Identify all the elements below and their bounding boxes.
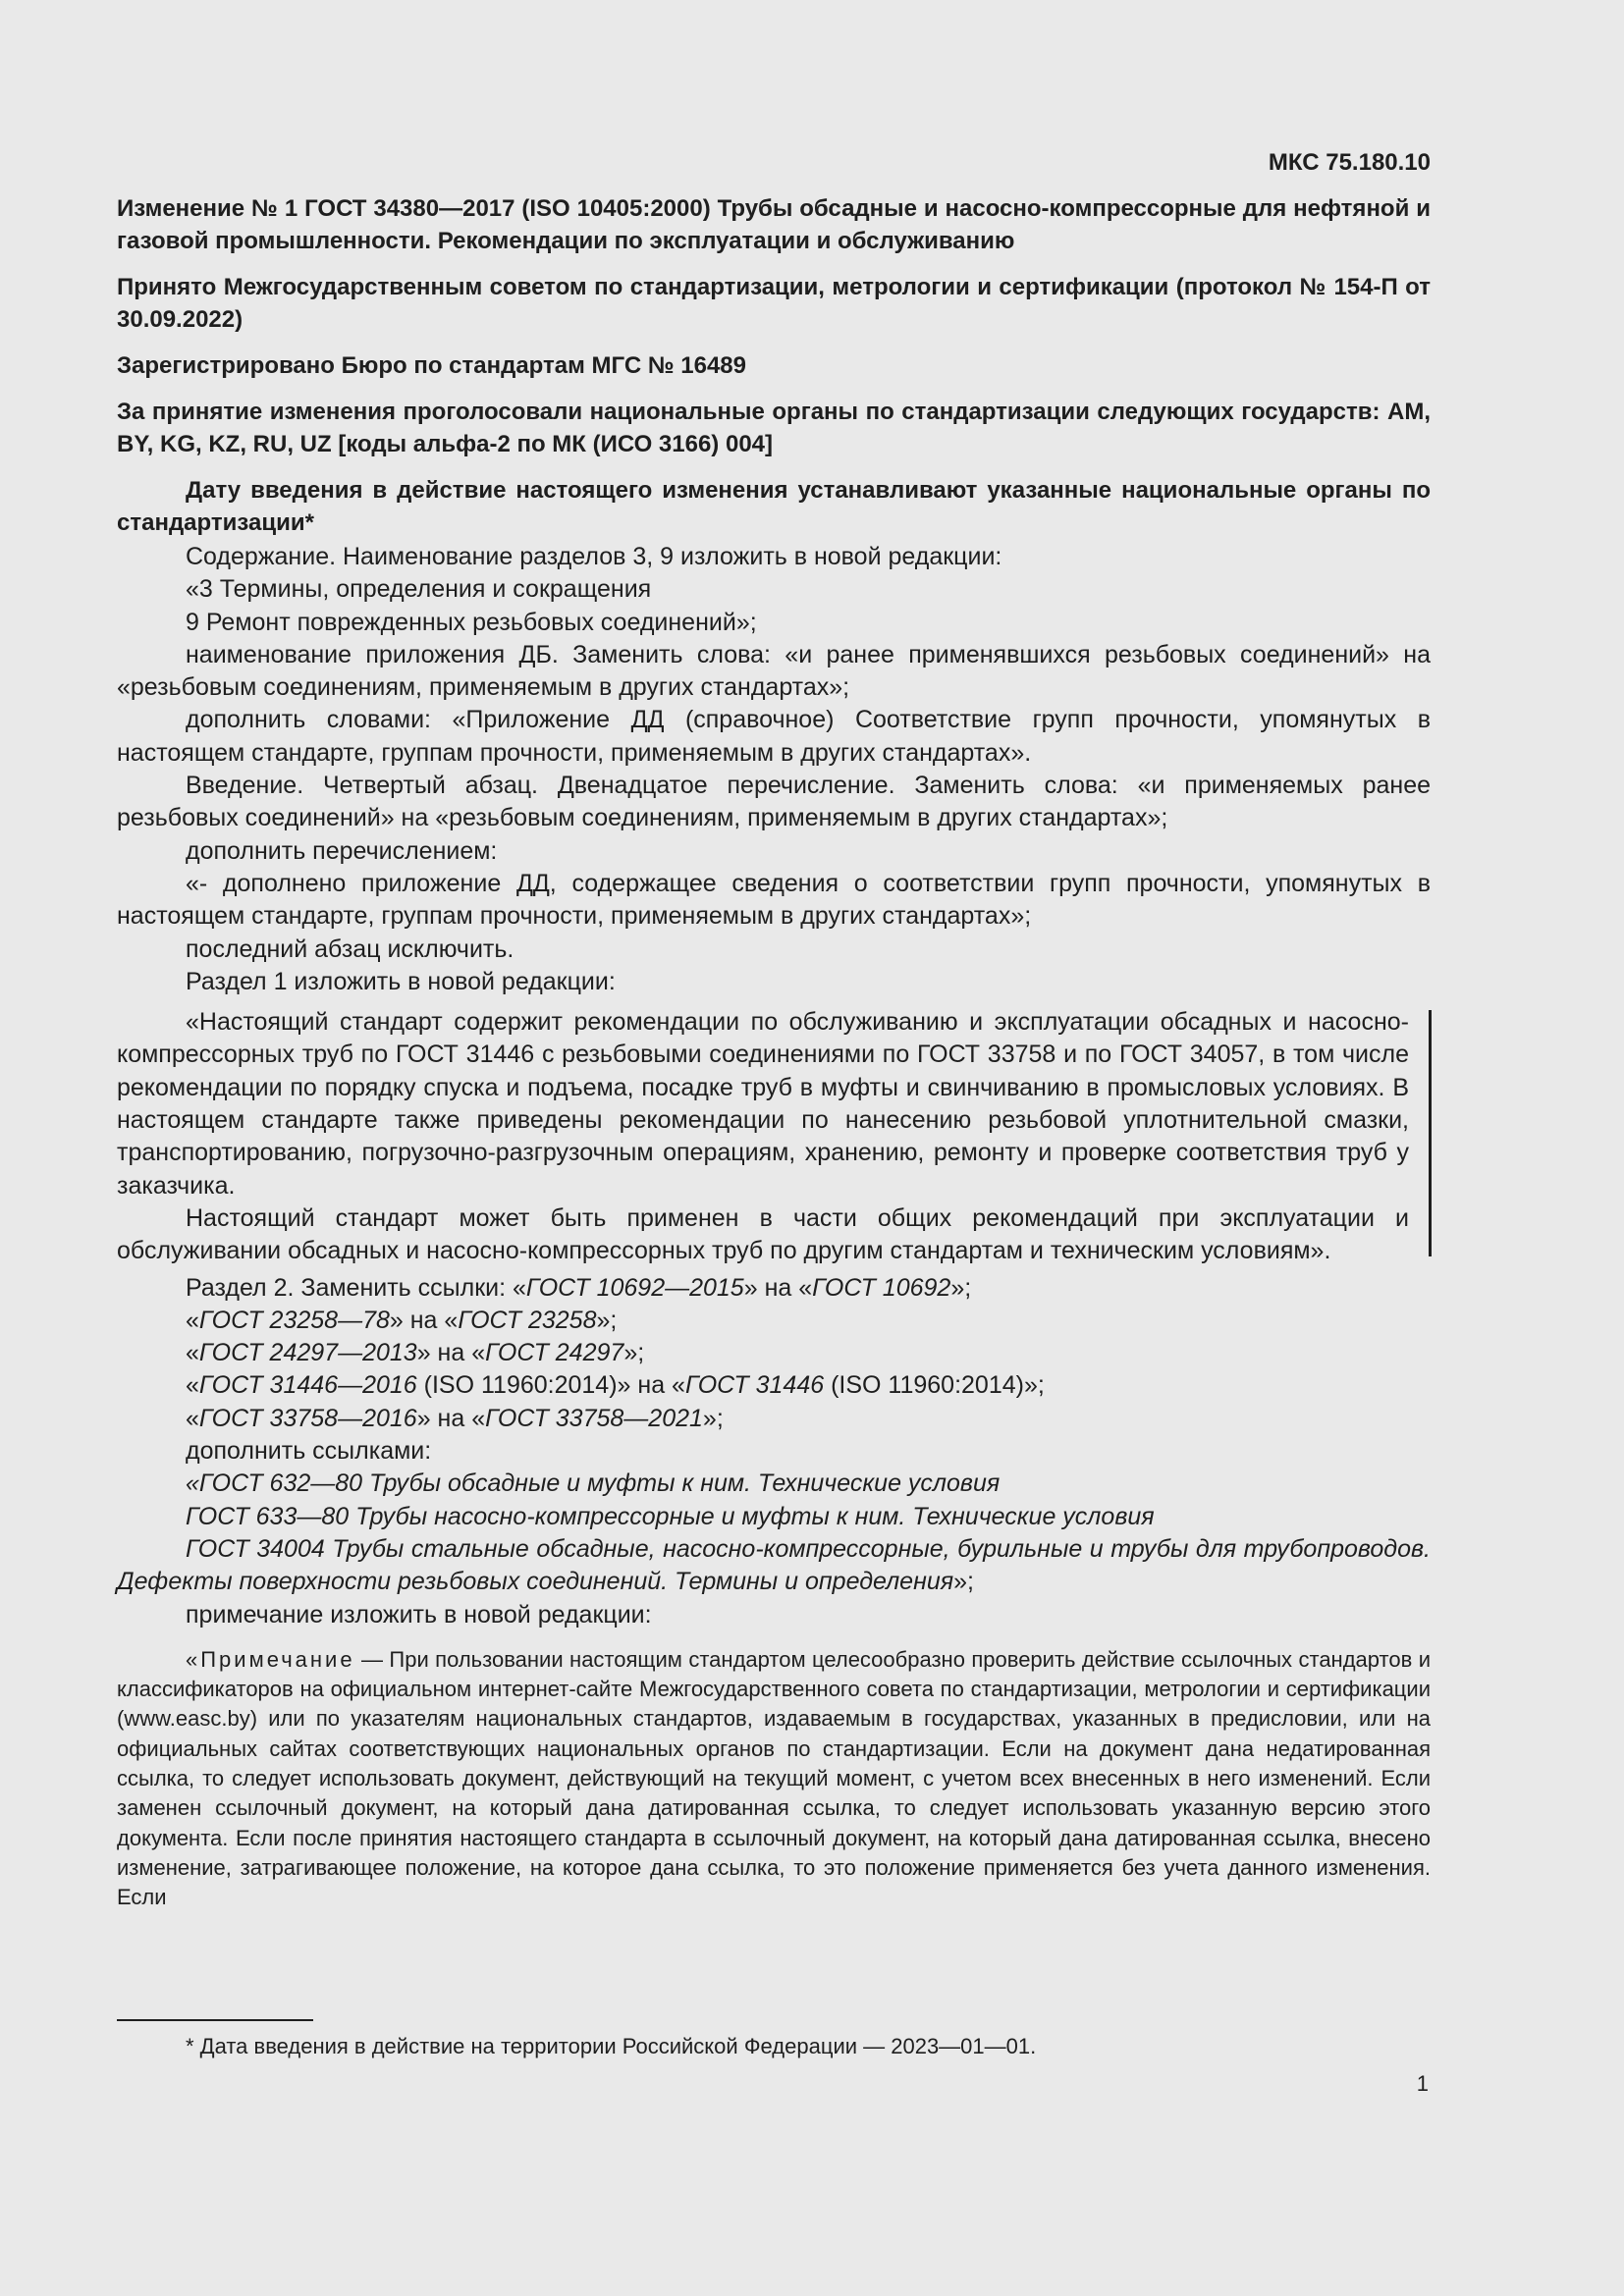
page-content — [117, 147, 1431, 1912]
amendment-title: Изменение № 1 ГОСТ 34380—2017 (ISO 10405:2000) Трубы обсадные и насосно-компрессорные для нефтяной и газовой промышленности. Рекомендации по эксплуатации и обслуживанию — [117, 195, 1431, 254]
paragraph: Введение. Четвертый абзац. Двенадцатое перечисление. Заменить слова: «и применяемых ранее резьбовых соединений» на «резьбовым соединениям, применяемым в других стандартах»; — [117, 772, 1431, 832]
paragraph: дополнить ссылками: — [186, 1437, 432, 1466]
paragraph: «3 Термины, определения и сокращения — [186, 575, 652, 604]
paragraph: Содержание. Наименование разделов 3, 9 изложить в новой редакции: — [186, 543, 1002, 570]
page-number: 1 — [1416, 2071, 1429, 2096]
added-reference: ГОСТ 34004 Трубы стальные обсадные, насосно-компрессорные, бурильные и трубы для трубопроводов. Дефекты поверхности резьбовых соединений. Термины и определения»; — [117, 1534, 1431, 1596]
reference-replacement: «ГОСТ 24297—2013» на «ГОСТ 24297»; — [186, 1339, 645, 1367]
reference-replacement: «ГОСТ 31446—2016 (ISO 11960:2014)» на «ГОСТ 31446 (ISO 11960:2014)»; — [186, 1371, 1045, 1400]
added-reference: ГОСТ 633—80 Трубы насосно-компрессорные и муфты к ним. Технические условия — [186, 1502, 1155, 1530]
paragraph: 9 Ремонт поврежденных резьбовых соединений»; — [186, 608, 757, 636]
added-reference: «ГОСТ 632—80 Трубы обсадные и муфты к ним. Технические условия — [186, 1469, 1001, 1498]
effective-date-statement: Дату введения в действие настоящего изменения устанавливают указанные национальные органы по стандартизации* — [117, 477, 1431, 536]
registration-statement: Зарегистрировано Бюро по стандартам МГС № 16489 — [117, 352, 746, 379]
quote-paragraph: Настоящий стандарт может быть применен в части общих рекомендаций при эксплуатации и обслуживании обсадных и насосно-компрессорных труб по другим стандартам и техническим условиям». — [117, 1203, 1409, 1265]
paragraph: примечание изложить в новой редакции: — [186, 1600, 652, 1629]
footnote-divider — [117, 2019, 313, 2021]
paragraph: Раздел 1 изложить в новой редакции: — [186, 967, 616, 995]
footnote: * Дата введения в действие на территории Российской Федерации — 2023—01—01. — [186, 2034, 1037, 2058]
note-label: «Примечание — [186, 1646, 355, 1672]
quote-paragraph: «Настоящий стандарт содержит рекомендации по обслуживанию и эксплуатации обсадных и насосно-компрессорных труб по ГОСТ 31446 с резьбовыми соединениями по ГОСТ 33758 и по ГОСТ 34057, в том числе рекомендации по порядку спуска и подъема, посадке труб в муфты и свинчиванию в промысловых условиях. В настоящем стандарте также приведены рекомендации по нанесению резьбовой уплотнительной смазки, транспортированию, погрузочно-разгрузочным операциям, хранению, ремонту и проверке соответствия труб у заказчика. — [117, 1008, 1409, 1200]
change-marker-bar — [1429, 1010, 1432, 1255]
classification-code: МКС 75.180.10 — [1268, 149, 1431, 176]
note-text: — При пользовании настоящим стандартом целесообразно проверить действие ссылочных стандартов и классификаторов на официальном интернет-сайте Межгосударственного совета по стандартизации, метрологии и сертификации (www.easc.by) или по указателям национальных стандартов, издаваемым в государствах, указанных в предисловии, или на официальных сайтах соответствующих национальных органов по стандартизации. Если на документ дана недатированная ссылка, то следует использовать документ, действующий на текущий момент, с учетом всех внесенных в него изменений. Если заменен ссылочный документ, на который дана датированная ссылка, то следует использовать указанную версию этого документа. Если после принятия настоящего стандарта в ссылочный документ, на который дана датированная ссылка, внесено изменение, затрагивающее положение, на которое дана ссылка, то это положение применяется без учета данного изменения. Если — [117, 1646, 1431, 1910]
paragraph: дополнить перечислением: — [186, 836, 498, 865]
paragraph: последний абзац исключить. — [186, 934, 514, 963]
reference-replacement: «ГОСТ 23258—78» на «ГОСТ 23258»; — [186, 1306, 618, 1334]
reference-replacement: Раздел 2. Заменить ссылки: «ГОСТ 10692—2015» на «ГОСТ 10692»; — [186, 1273, 972, 1302]
reference-replacement: «ГОСТ 33758—2016» на «ГОСТ 33758—2021»; — [186, 1404, 724, 1432]
paragraph: наименование приложения ДБ. Заменить слова: «и ранее применявшихся резьбовых соединений» на «резьбовым соединениям, применяемым в других стандартах»; — [117, 640, 1431, 702]
note-paragraph — [117, 1645, 1431, 1913]
voting-statement: За принятие изменения проголосовали национальные органы по стандартизации следующих государств: AM, BY, KG, KZ, RU, UZ [коды альфа-2 по МК (ИСО 3166) 004] — [117, 399, 1431, 457]
section-1-new-text — [117, 1006, 1431, 1267]
paragraph: «- дополнено приложение ДД, содержащее сведения о соответствии групп прочности, упомянутых в настоящем стандарте, группам прочности, применяемым в других стандартах»; — [117, 869, 1431, 931]
adopted-statement: Принято Межгосударственным советом по стандартизации, метрологии и сертификации (протокол № 154-П от 30.09.2022) — [117, 274, 1431, 333]
paragraph: дополнить словами: «Приложение ДД (справочное) Соответствие групп прочности, упомянутых в настоящем стандарте, группам прочности, применяемым в других стандартах». — [117, 706, 1431, 767]
